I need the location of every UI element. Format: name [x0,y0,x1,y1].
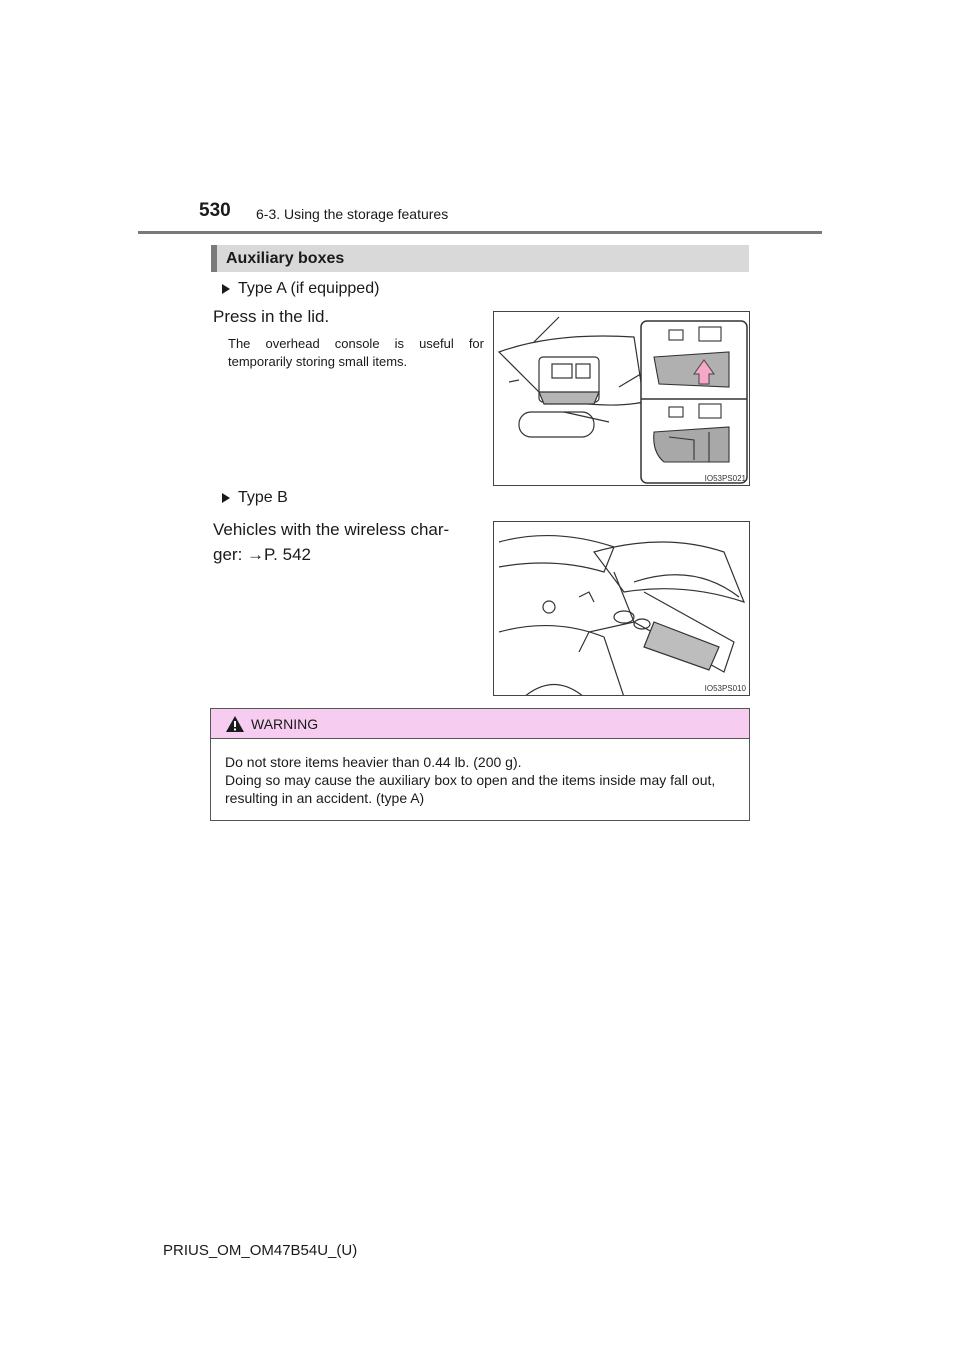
type-a-label: Type A (if equipped) [238,280,380,297]
type-b-label: Type B [238,489,288,506]
type-b-bullet [222,489,288,507]
figure-code: IO53PS010 [704,684,746,693]
warning-header [211,709,749,739]
warning-text-line-1: Do not store items heavier than 0.44 lb. (200 g). [225,754,522,770]
center-console-illustration [494,522,750,696]
section-heading: Auxiliary boxes [211,245,749,272]
center-console-figure [493,521,750,696]
warning-text-line-2: Doing so may cause the auxiliary box to open and the items inside may fall out, resulting in an accident. (type A) [225,772,716,806]
header-divider [138,231,822,234]
type-a-instruction: Press in the lid. [213,307,330,326]
type-a-bullet [222,280,379,298]
warning-label: WARNING [251,715,319,732]
warning-body [211,739,749,807]
warning-box [210,708,750,821]
footer-code: PRIUS_OM_OM47B54U_(U) [163,1242,358,1259]
overhead-console-figure [493,311,750,486]
type-a-note: The overhead console is useful for temporarily storing small items. [228,336,484,369]
section-title: 6-3. Using the storage features [256,206,449,222]
figure-code: IO53PS021 [704,474,746,483]
triangle-bullet-icon [222,493,230,503]
type-b-reference: Vehicles with the wireless char-ger: →P. 542 [213,520,450,564]
triangle-bullet-icon [222,284,230,294]
overhead-console-illustration [494,312,750,486]
warning-triangle-icon [225,715,245,733]
page-number: 530 [199,200,231,221]
